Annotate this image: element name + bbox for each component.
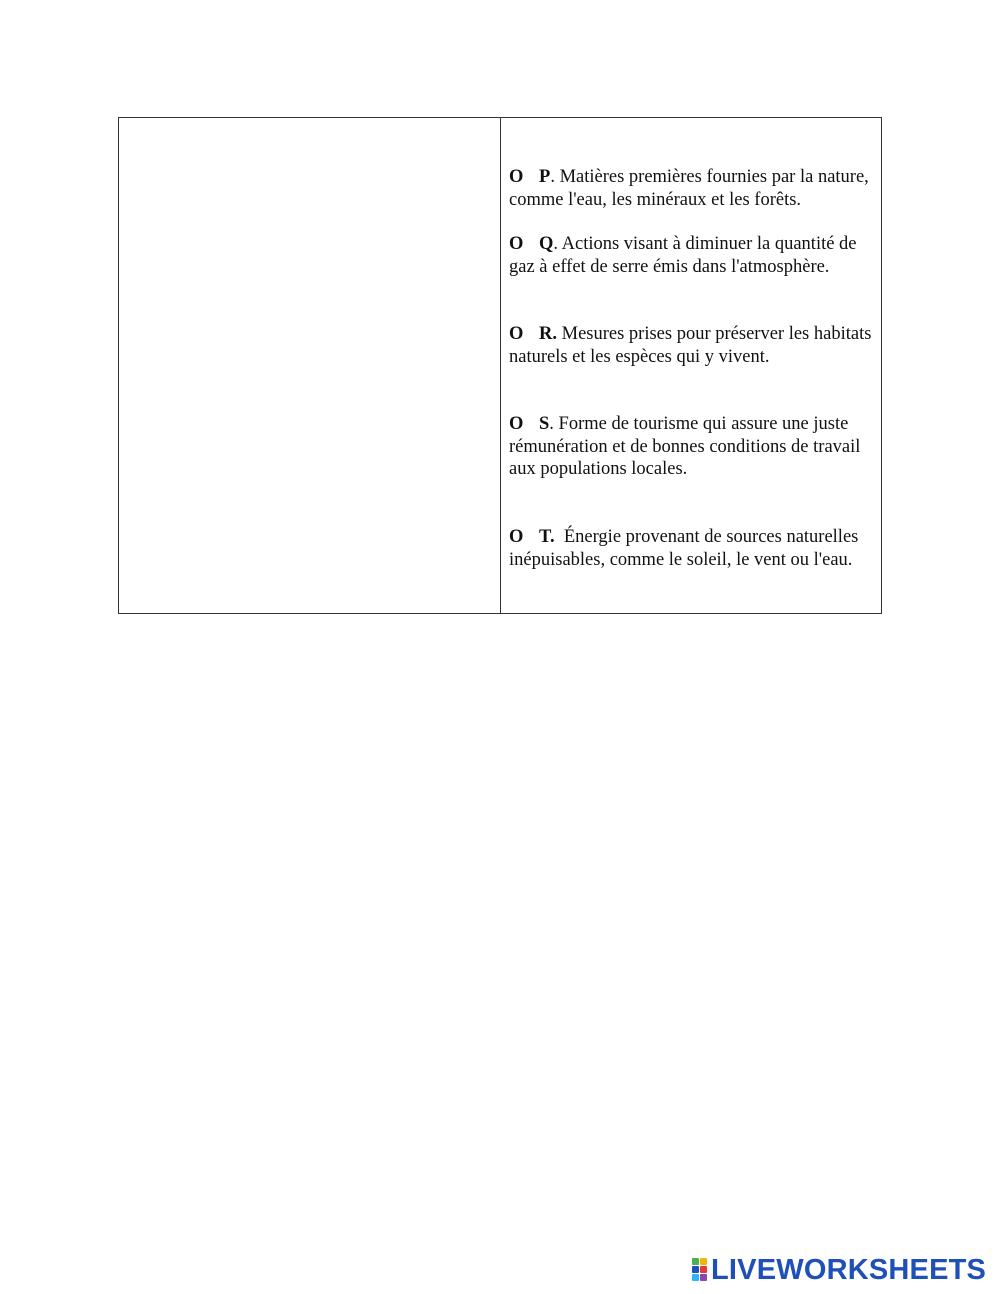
item-letter: P bbox=[539, 167, 551, 187]
definition-text: . Actions visant à diminuer la quantité de gaz à effet de serre émis dans l'atmosphère. bbox=[509, 234, 857, 277]
definitions-column bbox=[501, 118, 881, 613]
option-marker[interactable]: O bbox=[509, 324, 524, 344]
definition-item-r[interactable] bbox=[509, 323, 879, 368]
item-letter: R. bbox=[539, 324, 557, 344]
definition-text: . Forme de tourisme qui assure une juste rémunération et de bonnes conditions de travail aux populations locales. bbox=[509, 414, 861, 479]
definition-item-s[interactable] bbox=[509, 413, 879, 481]
option-marker[interactable]: O bbox=[509, 167, 524, 187]
definition-text: Énergie provenant de sources naturelles inépuisables, comme le soleil, le vent ou l'eau. bbox=[509, 527, 863, 570]
logo-square-2 bbox=[700, 1258, 707, 1265]
item-letter: S bbox=[539, 414, 550, 434]
logo-square-5 bbox=[692, 1274, 699, 1281]
logo-square-4 bbox=[700, 1266, 707, 1273]
logo-mark-icon bbox=[692, 1258, 708, 1282]
option-marker[interactable]: O bbox=[509, 527, 524, 547]
definition-text: Mesures prises pour préserver les habitats naturels et les espèces qui y vivent. bbox=[509, 324, 872, 367]
definition-item-t[interactable] bbox=[509, 526, 879, 571]
matching-table bbox=[118, 117, 882, 614]
definition-item-p[interactable] bbox=[509, 166, 879, 211]
item-letter: T. bbox=[539, 527, 555, 547]
definition-item-q[interactable] bbox=[509, 233, 879, 278]
logo-square-6 bbox=[700, 1274, 707, 1281]
item-letter: Q bbox=[539, 234, 554, 254]
option-marker[interactable]: O bbox=[509, 414, 524, 434]
liveworksheets-logo bbox=[692, 1254, 986, 1286]
logo-square-1 bbox=[692, 1258, 699, 1265]
logo-square-3 bbox=[692, 1266, 699, 1273]
answer-column bbox=[119, 118, 501, 613]
definition-text: . Matières premières fournies par la nature, comme l'eau, les minéraux et les forêts. bbox=[509, 167, 869, 210]
option-marker[interactable]: O bbox=[509, 234, 524, 254]
logo-text: LIVEWORKSHEETS bbox=[711, 1253, 987, 1286]
